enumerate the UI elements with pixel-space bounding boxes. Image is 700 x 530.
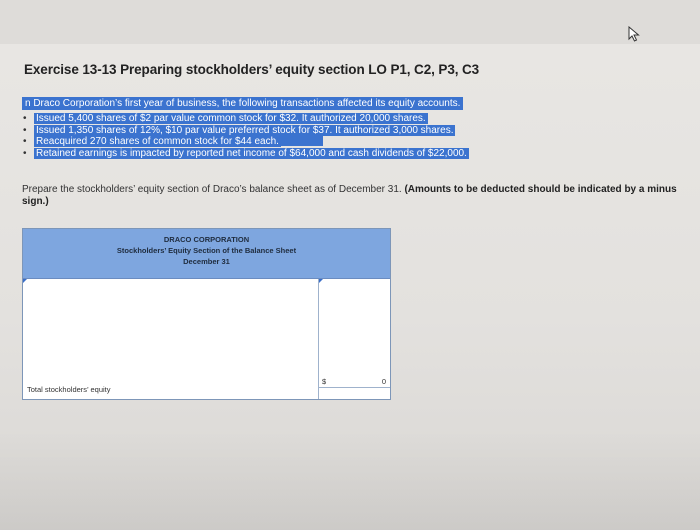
list-item <box>23 136 469 148</box>
account-input[interactable] <box>23 311 319 327</box>
transaction-text: Issued 1,350 shares of 12%, $10 par value preferred stock for $37. It authorized 3,000 shares. <box>36 124 454 136</box>
transaction-text: Reacquired 270 shares of common stock for $44 each. <box>36 136 279 147</box>
background-shadow <box>0 430 700 530</box>
top-bar <box>0 0 700 44</box>
dropdown-indicator-icon <box>23 279 27 283</box>
column-divider <box>318 373 319 399</box>
statement-header <box>23 229 390 279</box>
account-input[interactable] <box>23 295 319 311</box>
list-item <box>23 124 469 137</box>
exercise-title: Exercise 13-13 Preparing stockholders’ equity section LO P1, C2, P3, C3 <box>24 62 480 77</box>
company-name: DRACO CORPORATION <box>163 235 250 244</box>
statement-date: December 31 <box>183 257 230 266</box>
amount-input[interactable] <box>319 295 390 311</box>
table-row <box>23 327 390 344</box>
amount-input[interactable] <box>319 279 390 295</box>
account-input[interactable] <box>23 343 319 359</box>
statement-title: Stockholders’ Equity Section of the Balance Sheet <box>116 246 297 255</box>
table-row <box>23 359 390 374</box>
currency-symbol: $ <box>322 377 327 386</box>
bullet-icon: • <box>23 124 27 136</box>
problem-intro: n Draco Corporation’s first year of business, the following transactions affected its equity accounts. <box>22 97 463 110</box>
table-row <box>23 343 390 360</box>
amount-input[interactable] <box>319 359 390 373</box>
list-item <box>23 113 469 125</box>
table-row <box>23 295 390 312</box>
table-row <box>23 311 390 328</box>
total-divider <box>319 387 390 388</box>
total-row <box>23 373 390 399</box>
bullet-icon: • <box>23 113 27 124</box>
transaction-text: Retained earnings is impacted by reported net income of $64,000 and cash dividends of $22,000. <box>36 147 467 159</box>
total-value: 0 <box>381 377 386 386</box>
transaction-list <box>23 113 469 159</box>
table-row <box>23 279 390 296</box>
list-item <box>23 147 469 160</box>
amount-input[interactable] <box>319 327 390 343</box>
instruction-text: Prepare the stockholders’ equity section of Draco’s balance sheet as of December 31. <box>22 184 402 195</box>
amount-input[interactable] <box>319 343 390 359</box>
bullet-icon: • <box>23 136 27 147</box>
dropdown-indicator-icon <box>319 279 323 283</box>
mouse-pointer-icon <box>628 26 642 42</box>
account-input[interactable] <box>23 279 319 295</box>
instructions <box>22 184 692 208</box>
total-label: Total stockholders’ equity <box>27 385 111 394</box>
equity-statement-table <box>22 228 391 400</box>
account-input[interactable] <box>23 327 319 343</box>
amount-input[interactable] <box>319 311 390 327</box>
highlight-tail <box>281 136 323 146</box>
account-input[interactable] <box>23 359 319 373</box>
transaction-text: Issued 5,400 shares of $2 par value common stock for $32. It authorized 20,000 shares. <box>36 113 426 124</box>
bullet-icon: • <box>23 147 27 159</box>
instruction-note: (Amounts to be deducted should be indicated by a minus sign.) <box>22 184 677 207</box>
